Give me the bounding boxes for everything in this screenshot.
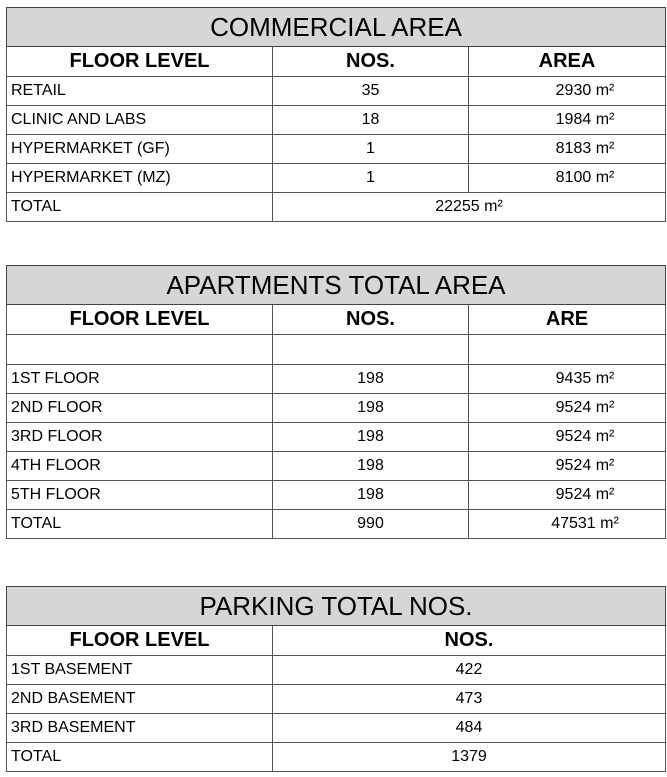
nos-cell: 473: [273, 685, 666, 714]
nos-cell: 1: [273, 164, 469, 193]
total-row: [7, 743, 666, 772]
header-floor-level: FLOOR LEVEL: [7, 626, 273, 656]
header-nos: NOS.: [273, 47, 469, 77]
floor-level-cell: 4TH FLOOR: [7, 452, 273, 481]
area-cell: 8183 m²: [469, 135, 666, 164]
nos-cell: 18: [273, 106, 469, 135]
area-cell: 9524 m²: [469, 394, 666, 423]
table-row: [7, 714, 666, 743]
floor-level-cell: 3RD BASEMENT: [7, 714, 273, 743]
table-row: [7, 135, 666, 164]
floor-level-cell: CLINIC AND LABS: [7, 106, 273, 135]
total-row: [7, 510, 666, 539]
total-row: [7, 193, 666, 222]
floor-level-cell: 2ND FLOOR: [7, 394, 273, 423]
commercial-title: COMMERCIAL AREA: [7, 8, 666, 47]
table-row: [7, 365, 666, 394]
total-value: 22255 m²: [273, 193, 666, 222]
nos-cell: 198: [273, 452, 469, 481]
empty-row: [7, 335, 666, 365]
table-row: [7, 452, 666, 481]
nos-cell: 35: [273, 77, 469, 106]
table-row: [7, 77, 666, 106]
total-nos: 1379: [273, 743, 666, 772]
apartments-area-table: [6, 265, 666, 539]
floor-level-cell: 3RD FLOOR: [7, 423, 273, 452]
table-row: [7, 481, 666, 510]
nos-cell: 1: [273, 135, 469, 164]
apartments-title: APARTMENTS TOTAL AREA: [7, 266, 666, 305]
area-cell: 9524 m²: [469, 423, 666, 452]
floor-level-cell: RETAIL: [7, 77, 273, 106]
header-area: ARE: [469, 305, 666, 335]
nos-cell: 198: [273, 481, 469, 510]
nos-cell: 198: [273, 365, 469, 394]
total-label: TOTAL: [7, 510, 273, 539]
nos-cell: 484: [273, 714, 666, 743]
area-cell: 9524 m²: [469, 481, 666, 510]
total-label: TOTAL: [7, 743, 273, 772]
table-row: [7, 394, 666, 423]
table-row: [7, 423, 666, 452]
table-row: [7, 106, 666, 135]
floor-level-cell: 5TH FLOOR: [7, 481, 273, 510]
header-area: AREA: [469, 47, 666, 77]
total-area: 47531 m²: [469, 510, 666, 539]
floor-level-cell: HYPERMARKET (MZ): [7, 164, 273, 193]
floor-level-cell: 2ND BASEMENT: [7, 685, 273, 714]
area-cell: 8100 m²: [469, 164, 666, 193]
header-floor-level: FLOOR LEVEL: [7, 47, 273, 77]
total-label: TOTAL: [7, 193, 273, 222]
floor-level-cell: 1ST FLOOR: [7, 365, 273, 394]
header-nos: NOS.: [273, 305, 469, 335]
header-nos: NOS.: [273, 626, 666, 656]
area-cell: 9435 m²: [469, 365, 666, 394]
table-row: [7, 164, 666, 193]
total-nos: 990: [273, 510, 469, 539]
area-cell: 2930 m²: [469, 77, 666, 106]
floor-level-cell: HYPERMARKET (GF): [7, 135, 273, 164]
parking-nos-table: [6, 586, 666, 772]
floor-level-cell: 1ST BASEMENT: [7, 656, 273, 685]
parking-title: PARKING TOTAL NOS.: [7, 587, 666, 626]
nos-cell: 198: [273, 423, 469, 452]
header-floor-level: FLOOR LEVEL: [7, 305, 273, 335]
table-row: [7, 685, 666, 714]
area-cell: 9524 m²: [469, 452, 666, 481]
table-row: [7, 656, 666, 685]
nos-cell: 422: [273, 656, 666, 685]
commercial-area-table: [6, 7, 666, 222]
nos-cell: 198: [273, 394, 469, 423]
area-cell: 1984 m²: [469, 106, 666, 135]
